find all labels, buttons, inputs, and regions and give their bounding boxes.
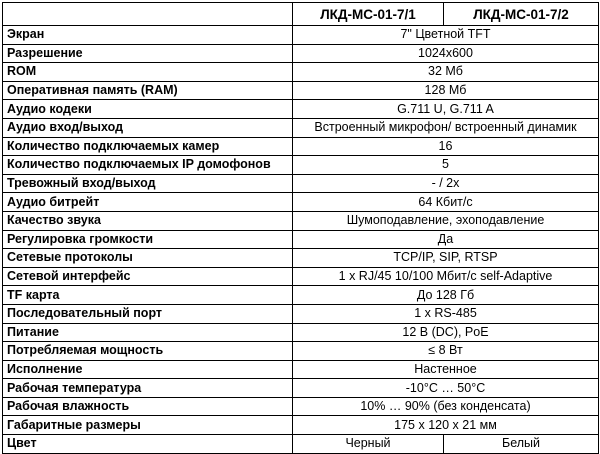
param-label: Количество подключаемых камер bbox=[3, 137, 293, 156]
param-value: TCP/IP, SIP, RTSP bbox=[293, 249, 599, 268]
param-label: Габаритные размеры bbox=[3, 416, 293, 435]
param-label: Рабочая влажность bbox=[3, 397, 293, 416]
table-row bbox=[3, 360, 599, 379]
param-label: Аудио битрейт bbox=[3, 193, 293, 212]
param-value: 10% … 90% (без конденсата) bbox=[293, 397, 599, 416]
param-value: - / 2х bbox=[293, 174, 599, 193]
table-row bbox=[3, 304, 599, 323]
param-label: Потребляемая мощность bbox=[3, 342, 293, 361]
param-label: Аудио вход/выход bbox=[3, 118, 293, 137]
param-label: Аудио кодеки bbox=[3, 100, 293, 119]
param-value: До 128 Гб bbox=[293, 286, 599, 305]
param-label: ROM bbox=[3, 63, 293, 82]
color-value-model-2: Белый bbox=[444, 435, 599, 454]
model-2-header: ЛКД-МС-01-7/2 bbox=[444, 3, 599, 26]
table-row bbox=[3, 174, 599, 193]
param-value: Встроенный микрофон/ встроенный динамик bbox=[293, 118, 599, 137]
param-value: -10°C … 50°C bbox=[293, 379, 599, 398]
param-value: 12 В (DC), PoE bbox=[293, 323, 599, 342]
table-row bbox=[3, 230, 599, 249]
table-row bbox=[3, 137, 599, 156]
color-label: Цвет bbox=[3, 435, 293, 454]
table-row bbox=[3, 397, 599, 416]
param-label: Тревожный вход/выход bbox=[3, 174, 293, 193]
param-label: Оперативная память (RAM) bbox=[3, 81, 293, 100]
header-empty-cell bbox=[3, 3, 293, 26]
param-label: Рабочая температура bbox=[3, 379, 293, 398]
table-row bbox=[3, 26, 599, 45]
param-value: ≤ 8 Вт bbox=[293, 342, 599, 361]
param-label: Исполнение bbox=[3, 360, 293, 379]
model-1-header: ЛКД-МС-01-7/1 bbox=[293, 3, 444, 26]
table-row bbox=[3, 342, 599, 361]
table-row bbox=[3, 267, 599, 286]
table-row bbox=[3, 44, 599, 63]
table-row bbox=[3, 286, 599, 305]
param-label: Последовательный порт bbox=[3, 304, 293, 323]
header-row bbox=[3, 3, 599, 26]
param-value: 32 Мб bbox=[293, 63, 599, 82]
param-label: Сетевые протоколы bbox=[3, 249, 293, 268]
param-value: 1 x RJ/45 10/100 Мбит/с self-Adaptive bbox=[293, 267, 599, 286]
color-row bbox=[3, 435, 599, 454]
param-value: 64 Кбит/с bbox=[293, 193, 599, 212]
param-value: 1024x600 bbox=[293, 44, 599, 63]
param-label: TF карта bbox=[3, 286, 293, 305]
table-row bbox=[3, 118, 599, 137]
table-row bbox=[3, 379, 599, 398]
table-row bbox=[3, 193, 599, 212]
param-label: Качество звука bbox=[3, 211, 293, 230]
param-value: 7" Цветной TFT bbox=[293, 26, 599, 45]
param-value: 175 x 120 x 21 мм bbox=[293, 416, 599, 435]
param-label: Питание bbox=[3, 323, 293, 342]
param-value: G.711 U, G.711 A bbox=[293, 100, 599, 119]
param-value: Да bbox=[293, 230, 599, 249]
table-row bbox=[3, 416, 599, 435]
param-label: Регулировка громкости bbox=[3, 230, 293, 249]
param-value: 5 bbox=[293, 156, 599, 175]
param-label: Количество подключаемых IP домофонов bbox=[3, 156, 293, 175]
param-value: 1 x RS-485 bbox=[293, 304, 599, 323]
table-row bbox=[3, 249, 599, 268]
param-value: Настенное bbox=[293, 360, 599, 379]
param-value: 128 Мб bbox=[293, 81, 599, 100]
param-value: Шумоподавление, эхоподавление bbox=[293, 211, 599, 230]
color-value-model-1: Черный bbox=[293, 435, 444, 454]
table-row bbox=[3, 156, 599, 175]
table-row bbox=[3, 211, 599, 230]
table-row bbox=[3, 63, 599, 82]
param-value: 16 bbox=[293, 137, 599, 156]
table-row bbox=[3, 81, 599, 100]
table-row bbox=[3, 100, 599, 119]
param-label: Разрешение bbox=[3, 44, 293, 63]
param-label: Экран bbox=[3, 26, 293, 45]
param-label: Сетевой интерфейс bbox=[3, 267, 293, 286]
table-row bbox=[3, 323, 599, 342]
spec-body bbox=[3, 26, 599, 454]
spec-table bbox=[2, 2, 599, 454]
